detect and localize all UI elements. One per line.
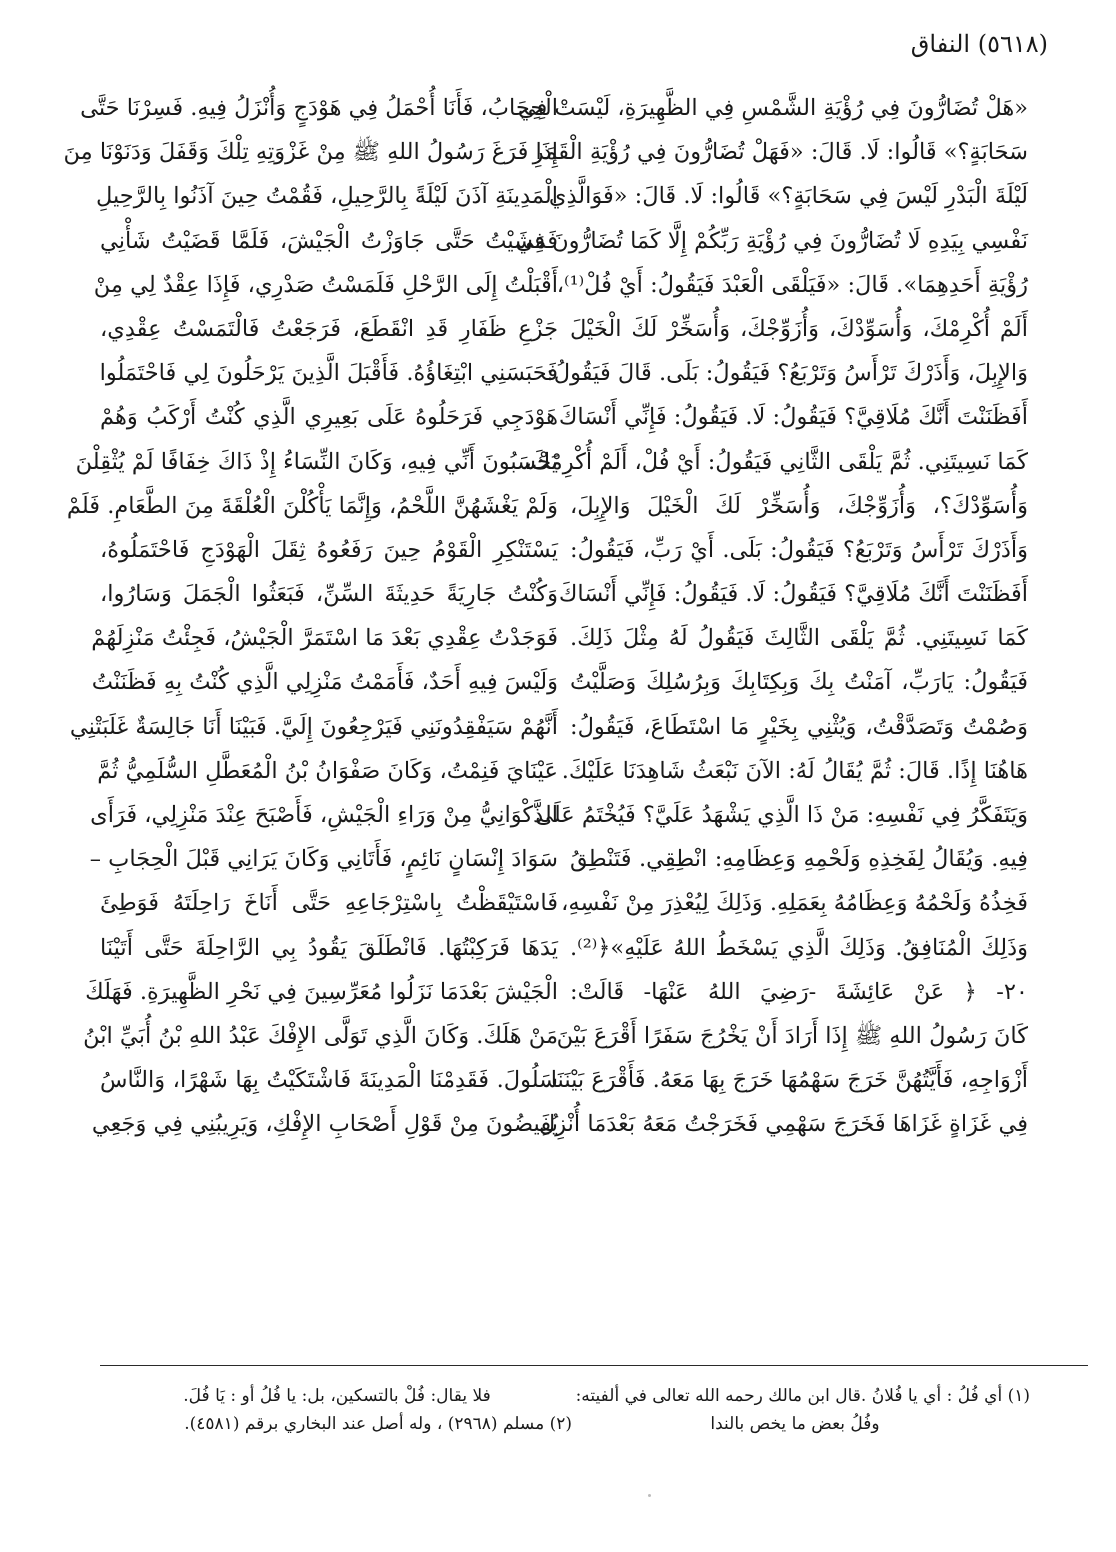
text-line: فِيهِ. وَيُقَالُ لِفَخِذِهِ وَلَحْمِهِ وَعِظَامِهِ: انْطِقِي. فَتَنْطِقُ (570, 846, 1028, 873)
text-line: هَاهُنَا إِذًا. قَالَ: ثُمَّ يُقَالُ لَهُ: الآنَ نَبْعَثُ شَاهِدَنَا عَلَيْكَ. (561, 757, 1028, 784)
footnotes-right (560, 1382, 1030, 1438)
text-line: وَأَذَرْكَ تَرْأَسُ وَتَرْبَعُ؟ فَيَقُولُ: بَلَى. أَيْ رَبِّ، فَيَقُولُ: (570, 536, 1028, 563)
footnote-verse-line: وفُلُ بعض ما يخص بالندا (710, 1414, 880, 1434)
text-line: يَدَهَا فَرَكِبْتُهَا. فَانْطَلَقَ يَقُودُ بِي الرَّاحِلَةَ حَتَّى أَتَيْنَا (100, 934, 558, 961)
text-line: يَحْسَبُونَ أَنِّي فِيهِ، وَكَانَ النِّسَاءُ إِذْ ذَاكَ خِفَافًا لَمْ يُثْقِلْنَ (75, 448, 558, 475)
page-speck (648, 1494, 651, 1497)
text-line: فَخِذُهُ وَلَحْمُهُ وَعِظَامُهُ بِعَمَلِهِ. وَذَلِكَ لِيُعْذِرَ مِنْ نَفْسِهِ، (561, 890, 1028, 917)
text-line: سَحَابَةٍ؟» قَالُوا: لَا. قَالَ: «فَهَلْ تُضَارُّونَ فِي رُؤْيَةِ الْقَمَرِ (532, 139, 1028, 166)
text-line: فَمَشَيْتُ حَتَّى جَاوَزْتُ الْجَيْشَ، فَلَمَّا قَضَيْتُ شَأْنِي (100, 227, 558, 254)
text-line: أَقْبَلْتُ إِلَى الرَّحْلِ فَلَمَسْتُ صَدْرِي، فَإِذَا عِقْدٌ لِي مِنْ (93, 271, 558, 298)
footnotes-left (102, 1382, 572, 1438)
text-line: يَسْتَنْكِرِ الْقَوْمُ حِينَ رَفَعُوهُ ثِقَلَ الْهَوْدَجِ فَاحْتَمَلُوهُ، (100, 536, 558, 563)
text-line: وَصُمْتُ وَتَصَدَّقْتُ، وَيُثْنِي بِخَيْرٍ مَا اسْتَطَاعَ، فَيَقُولُ: (570, 713, 1028, 740)
text-line: عَيْنَايَ فَنِمْتُ، وَكَانَ صَفْوَانُ بْنُ الْمُعَطَّلِ السُّلَمِيُّ ثُمَّ (97, 757, 558, 784)
text-line: لَيْلَةَ الْبَدْرِ لَيْسَ فِي سَحَابَةٍ؟» قَالُوا: لَا. قَالَ: «فَوَالَّذِي (548, 183, 1028, 210)
text-line: كَمَا نَسِيتَنِي. ثُمَّ يَلْقَى الثَّالِثَ فَيَقُولُ لَهُ مِثْلَ ذَلِكَ. (570, 625, 1028, 652)
text-line: فَيَقُولُ: يَارَبِّ، آمَنْتُ بِكَ وَبِكِتَابِكَ وَبِرُسُلِكَ وَصَلَّيْتُ (570, 669, 1028, 696)
running-header: (٥٦١٨) النفاق (910, 30, 1048, 58)
footnote-reference-line: (٢) مسلم (٢٩٦٨) ، وله أصل عند البخاري برقم (٤٥٨١). (184, 1414, 572, 1434)
text-line: فَحَبَسَنِي ابْتِغَاؤُهُ. فَأَقْبَلَ الَّذِينَ يَرْحَلُونَ لِي فَاحْتَمَلُوا (99, 360, 558, 387)
text-line: الْجَيْشَ بَعْدَمَا نَزَلُوا مُعَرِّسِينَ فِي نَحْرِ الظَّهِيرَةِ. فَهَلَكَ (85, 978, 558, 1005)
text-line: كَمَا نَسِيتَنِي. ثُمَّ يَلْقَى الثَّانِي فَيَقُولُ: أَيْ فُلْ، أَلَمْ أُكْرِمْكَ، (524, 448, 1028, 475)
text-line: الْمَدِينَةِ آذَنَ لَيْلَةً بِالرَّحِيلِ، فَقُمْتُ حِينَ آذَنُوا بِالرَّحِيلِ (95, 183, 558, 210)
text-line: وَيَتَفَكَّرُ فِي نَفْسِهِ: مَنْ ذَا الَّذِي يَشْهَدُ عَلَيَّ؟ فَيُخْتَمُ عَلَى (535, 802, 1028, 828)
text-line: وَذَلِكَ الْمُنَافِقُ. وَذَلِكَ الَّذِي يَسْخَطُ اللهُ عَلَيْهِ»﴿⁽²⁾. (570, 934, 1028, 961)
text-line: هَوْدَجِي فَرَحَلُوهُ عَلَى بَعِيرِي الَّذِي كُنْتُ أَرْكَبُ وَهُمْ (100, 404, 558, 431)
footnote-line: (١) أي فُلُ : أي يا فُلانُ .قال ابن مالك رحمه الله تعالى في ألفيته: (575, 1386, 1030, 1406)
text-line: سَوَادَ إِنْسَانٍ نَائِمٍ، فَأَتَانِي وَكَانَ يَرَانِي قَبْلَ الْحِجَابِ – (89, 846, 558, 873)
text-line: وَكُنْتُ جَارِيَةً حَدِيثَةَ السِّنِّ، فَبَعَثُوا الْجَمَلَ وَسَارُوا، (100, 581, 558, 608)
text-line: يُفِيضُونَ مِنْ قَوْلِ أَصْحَابِ الإِفْكِ، وَيَرِيبُنِي فِي وَجَعِي (91, 1111, 558, 1138)
text-line: مَنْ هَلَكَ. وَكَانَ الَّذِي تَوَلَّى الإِفْكَ عَبْدُ اللهِ بْنُ أُبَيِّ ابْنُ (83, 1022, 558, 1049)
text-line: وَالإِبِلَ، وَأَذَرْكَ تَرْأَسُ وَتَرْبَعُ؟ فَيَقُولُ: بَلَى. قَالَ فَيَقُولُ: (546, 360, 1028, 387)
text-line: أَفَظَنَنْتَ أَنَّكَ مُلَاقِيَّ؟ فَيَقُولُ: لَا. فَيَقُولُ: فَإِنِّي أَنْسَاكَ (558, 581, 1028, 608)
text-line: أَزْوَاجِهِ، فَأَيَّتُهُنَّ خَرَجَ سَهْمُهَا خَرَجَ بِهَا مَعَهُ. فَأَقْرَعَ بَيْنَنَا (550, 1067, 1028, 1094)
text-line: كَانَ رَسُولُ اللهِ ﷺ إِذَا أَرَادَ أَنْ يَخْرُجَ سَفَرًا أَقْرَعَ بَيْنَ (556, 1022, 1028, 1049)
text-line: أَفَظَنَنْتَ أَنَّكَ مُلَاقِيَّ؟ فَيَقُولُ: لَا. فَيَقُولُ: فَإِنِّي أَنْسَاكَ (558, 404, 1028, 431)
text-line: سَلُولَ. فَقَدِمْنَا الْمَدِينَةَ فَاشْتَكَيْتُ بِهَا شَهْرًا، وَالنَّاسُ (100, 1067, 558, 1094)
text-line: رُؤْيَةِ أَحَدِهِمَا». قَالَ: «فَيَلْقَى الْعَبْدَ فَيَقُولُ: أَيْ فُلْ⁽¹⁾، (556, 271, 1028, 298)
text-line: وَأُسَوِّدْكَ؟، وَأُزَوِّجْكَ، وَأُسَخِّرْ لَكَ الْخَيْلَ وَالإِبِلَ، (570, 492, 1028, 519)
footnote-line: فلا يقال: فُلْ بالتسكين، بل: يا فُلُ أو : يَا فُلَ. (183, 1386, 491, 1406)
text-line: الذَّكْوَانِيُّ مِنْ وَرَاءِ الْجَيْشِ، فَأَصْبَحَ عِنْدَ مَنْزِلِي، فَرَأَى (90, 802, 558, 828)
text-line: فَوَجَدْتُ عِقْدِي بَعْدَ مَا اسْتَمَرَّ الْجَيْشُ، فَجِئْتُ مَنْزِلَهُمْ (91, 625, 558, 652)
text-line: وَلَمْ يَغْشَهُنَّ اللَّحْمُ، وَإِنَّمَا يَأْكُلْنَ الْعُلْقَةَ مِنَ الطَّعَامِ. فَلَمْ (66, 492, 558, 519)
text-line: أَلَمْ أُكْرِمْكَ، وَأُسَوِّدْكَ، وَأُزَوِّجْكَ، وَأُسَخِّرْ لَكَ الْخَيْلَ (570, 315, 1028, 342)
text-column-left (63, 86, 558, 1147)
text-line: فِي غَزَاةٍ غَزَاهَا فَخَرَجَ سَهْمِي فَخَرَجْتُ مَعَهُ بَعْدَمَا أُنْزِلَ (538, 1111, 1028, 1138)
footnote-separator-rule (100, 1365, 1088, 1366)
text-line: الْحِجَابُ، فَأَنَا أُحْمَلُ فِي هَوْدَجٍ وَأُنْزَلُ فِيهِ. فَسِرْنَا حَتَّى (80, 95, 558, 121)
text-line: إِذَا فَرَغَ رَسُولُ اللهِ ﷺ مِنْ غَزْوَتِهِ تِلْكَ وَقَفَلَ وَدَنَوْنَا مِنَ (63, 139, 558, 166)
text-line: ٢٠- ﴿ عَنْ عَائِشَةَ -رَضِيَ اللهُ عَنْهَا- قَالَتْ: (570, 978, 1028, 1005)
text-line: فَاسْتَيْقَظْتُ بِاسْتِرْجَاعِهِ حَتَّى أَنَاخَ رَاحِلَتَهُ فَوَطِئَ (100, 890, 558, 917)
text-line: وَلَيْسَ فِيهِ أَحَدٌ، فَأَمَمْتُ مَنْزِلِي الَّذِي كُنْتُ بِهِ فَظَنَنْتُ (91, 669, 558, 696)
text-line: نَفْسِي بِيَدِهِ لَا تُضَارُّونَ فِي رُؤْيَةِ رَبِّكُمْ إِلَّا كَمَا تُضَارُّونَ فِي (515, 227, 1028, 254)
text-line: أَنَّهُمْ سَيَفْقِدُونَنِي فَيَرْجِعُونَ إِلَيَّ. فَبَيْنَا أَنَا جَالِسَةٌ غَلَبَتْنِي (69, 713, 558, 740)
text-line: جَزْعِ ظَفَارِ قَدِ انْقَطَعَ، فَرَجَعْتُ فَالْتَمَسْتُ عِقْدِي، (100, 315, 558, 342)
text-line: «هَلْ تُضَارُّونَ فِي رُؤْيَةِ الشَّمْسِ فِي الظَّهِيرَةِ، لَيْسَتْ فِي (517, 95, 1028, 121)
text-column-right (515, 86, 1028, 1147)
